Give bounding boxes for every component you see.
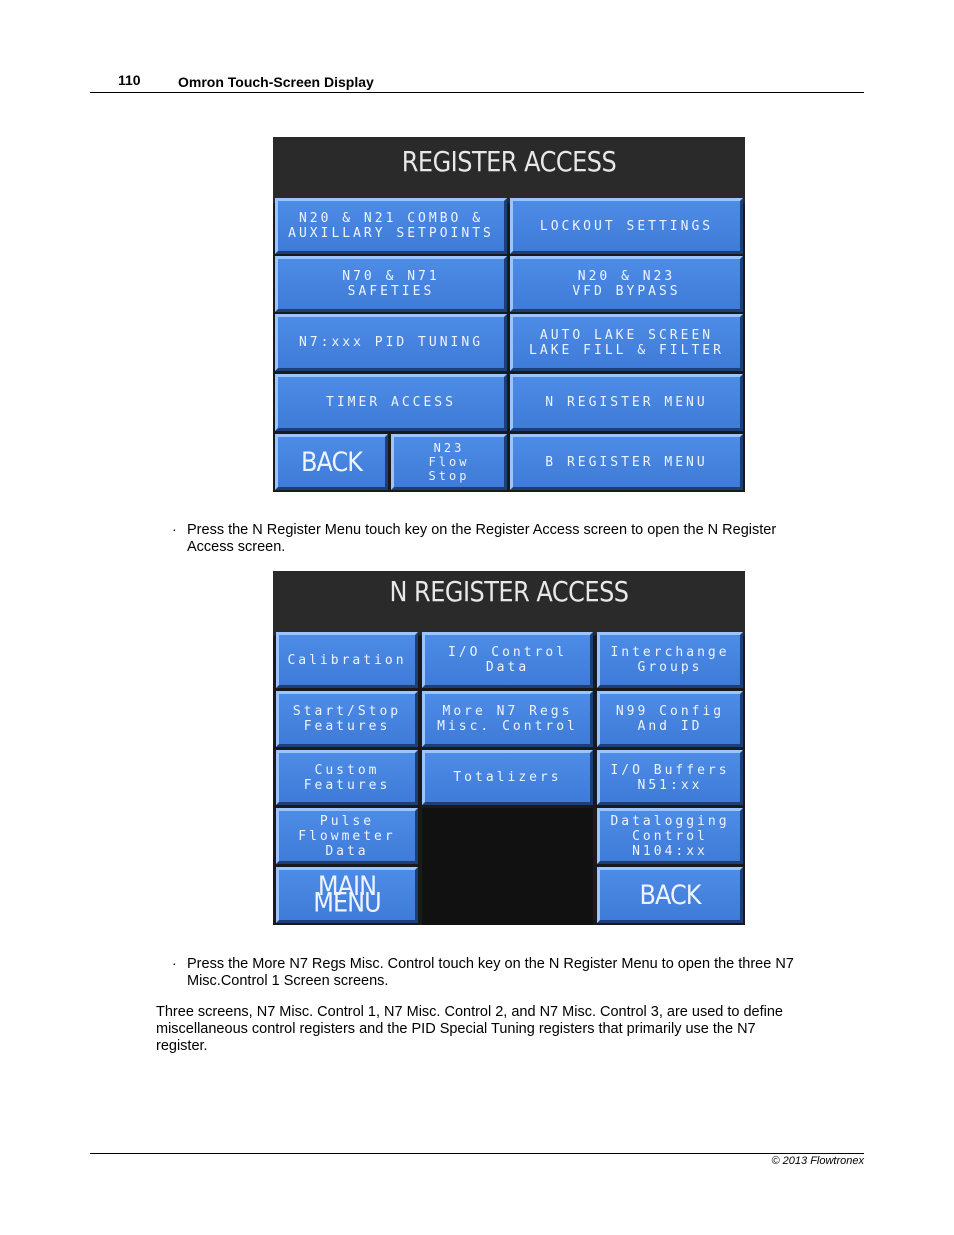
vfd-bypass-button[interactable]: N20 & N23 VFD BYPASS	[510, 256, 743, 312]
n99-config-button[interactable]: N99 Config And ID	[597, 691, 743, 747]
interchange-groups-button[interactable]: Interchange Groups	[597, 632, 743, 688]
auto-lake-screen-button[interactable]: AUTO LAKE SCREEN LAKE FILL & FILTER	[510, 314, 743, 371]
pulse-flowmeter-button[interactable]: Pulse Flowmeter Data	[276, 808, 418, 864]
back-button[interactable]	[597, 867, 743, 923]
bullet-marker: ·	[172, 955, 177, 971]
safeties-button[interactable]: N70 & N71 SAFETIES	[275, 256, 507, 312]
main-menu-button[interactable]	[276, 867, 418, 923]
combo-aux-setpoints-button[interactable]: N20 & N21 COMBO & AUXILLARY SETPOINTS	[275, 198, 507, 254]
back-label: BACK	[301, 446, 362, 477]
instruction-text-1: Press the N Register Menu touch key on the Register Access screen to open the N Register Access screen.	[187, 522, 777, 555]
datalogging-control-button[interactable]: Datalogging Control N104:xx	[597, 808, 743, 864]
register-access-screen	[273, 137, 745, 492]
calibration-button[interactable]: Calibration	[276, 632, 418, 688]
footer-copyright: © 2013 Flowtronex	[771, 1155, 864, 1167]
b-register-menu-button[interactable]: B REGISTER MENU	[510, 434, 743, 490]
header-rule	[90, 92, 864, 93]
page-header-title: Omron Touch-Screen Display	[178, 74, 374, 90]
empty-panel	[422, 808, 593, 925]
bullet-marker: ·	[172, 521, 177, 537]
timer-access-button[interactable]: TIMER ACCESS	[275, 374, 507, 431]
main-menu-label: MAIN MENU	[313, 870, 381, 919]
io-control-data-button[interactable]: I/O Control Data	[422, 632, 593, 688]
totalizers-button[interactable]: Totalizers	[422, 750, 593, 805]
custom-features-button[interactable]: Custom Features	[276, 750, 418, 805]
more-n7-regs-button[interactable]: More N7 Regs Misc. Control	[422, 691, 593, 747]
pid-tuning-button[interactable]: N7:xxx PID TUNING	[275, 314, 507, 371]
page-number: 110	[118, 72, 141, 88]
footer-rule	[90, 1153, 864, 1154]
n-register-menu-button[interactable]: N REGISTER MENU	[510, 374, 743, 431]
n-register-access-screen	[273, 571, 745, 925]
instruction-text-2: Press the More N7 Regs Misc. Control touch key on the N Register Menu to open the three N7 Misc.Control 1 Screen screens.	[187, 956, 794, 989]
flow-stop-button[interactable]: N23 Flow Stop	[391, 434, 507, 490]
io-buffers-button[interactable]: I/O Buffers N51:xx	[597, 750, 743, 805]
back-label: BACK	[639, 879, 701, 910]
lockout-settings-button[interactable]: LOCKOUT SETTINGS	[510, 198, 743, 254]
body-paragraph: Three screens, N7 Misc. Control 1, N7 Misc. Control 2, and N7 Misc. Control 3, are used to define miscellaneous control registers and the PID Special Tuning registers that primarily use the N7 register.	[156, 1004, 783, 1054]
screen-title: REGISTER ACCESS	[273, 137, 745, 203]
screen-title: N REGISTER ACCESS	[273, 571, 745, 635]
start-stop-features-button[interactable]: Start/Stop Features	[276, 691, 418, 747]
back-button[interactable]	[275, 434, 388, 490]
